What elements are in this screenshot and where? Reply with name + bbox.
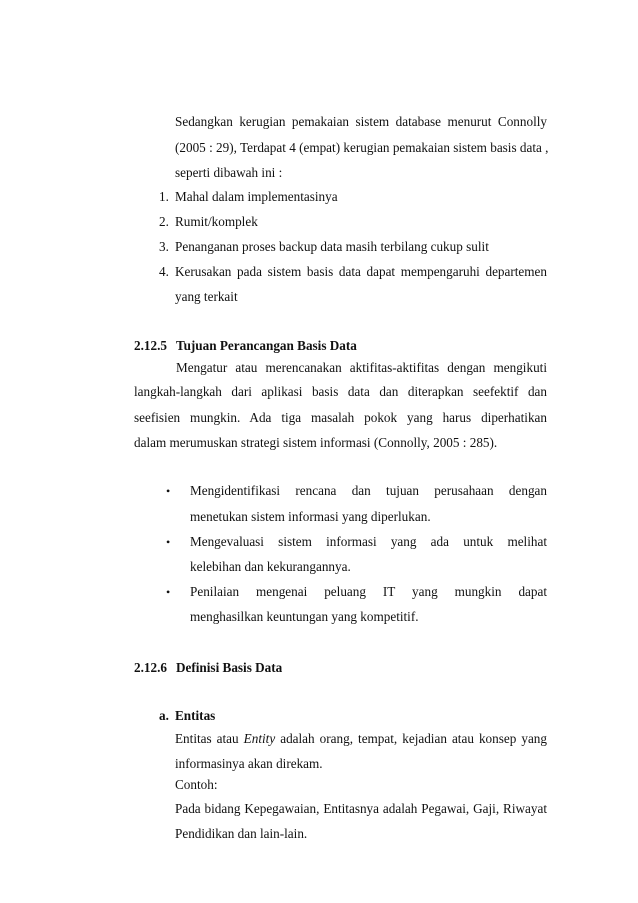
entitas-definition-cont: informasinya akan direkam. xyxy=(175,755,323,771)
para-line-1: Mengatur atau merencanakan aktifitas-aktifitas dengan mengikuti xyxy=(176,360,547,376)
list-number-2: 2. xyxy=(159,214,169,230)
def-rest: adalah orang, tempat, kejadian atau konsep yang xyxy=(275,730,547,746)
bullet-item-3: Penilaian mengenai peluang IT yang mungkin dapat xyxy=(190,584,547,600)
list-number-3: 3. xyxy=(159,238,169,254)
example-line-2: Pendidikan dan lain-lain. xyxy=(175,825,308,841)
list-number-4: 4. xyxy=(159,263,169,279)
example-line-1: Pada bidang Kepegawaian, Entitasnya adalah Pegawai, Gaji, Riwayat xyxy=(175,800,547,816)
bullet-item-2-cont: kelebihan dan kekurangannya. xyxy=(190,558,351,574)
list-number-1: 1. xyxy=(159,189,169,205)
section-title-2-12-5: Tujuan Perancangan Basis Data xyxy=(176,338,357,354)
para-line-2: langkah-langkah dari aplikasi basis data dan diterapkan seefektif dan xyxy=(134,384,547,400)
section-title-2-12-6: Definisi Basis Data xyxy=(176,659,283,675)
intro-line-3: seperti dibawah ini : xyxy=(175,164,283,180)
sub-title-entitas: Entitas xyxy=(175,708,216,724)
list-item-4-cont: yang terkait xyxy=(175,288,238,304)
section-number-2-12-6: 2.12.6 xyxy=(134,659,167,675)
entitas-definition xyxy=(175,731,547,747)
intro-line-1: Sedangkan kerugian pemakaian sistem database menurut Connolly xyxy=(175,113,547,129)
bullet-item-3-cont: menghasilkan keuntungan yang kompetitif. xyxy=(190,609,419,625)
sub-label-a: a. xyxy=(159,708,169,724)
bullet-item-1-cont: menetukan sistem informasi yang diperlukan. xyxy=(190,508,431,524)
def-start: Entitas atau xyxy=(175,730,244,746)
intro-line-2: (2005 : 29), Terdapat 4 (empat) kerugian pemakaian sistem basis data , xyxy=(175,139,549,155)
para-line-4: dalam merumuskan strategi sistem informasi (Connolly, 2005 : 285). xyxy=(134,434,498,450)
example-label: Contoh: xyxy=(175,776,218,792)
def-italic-entity: Entity xyxy=(243,730,276,746)
list-item-4: Kerusakan pada sistem basis data dapat mempengaruhi departemen xyxy=(175,263,547,279)
list-item-1: Mahal dalam implementasinya xyxy=(175,189,338,205)
section-number-2-12-5: 2.12.5 xyxy=(134,338,167,354)
para-line-3: seefisien mungkin. Ada tiga masalah pokok yang harus diperhatikan xyxy=(134,409,547,425)
bullet-item-2: Mengevaluasi sistem informasi yang ada untuk melihat xyxy=(190,533,547,549)
bullet-icon: • xyxy=(166,534,171,549)
bullet-item-1: Mengidentifikasi rencana dan tujuan perusahaan dengan xyxy=(190,483,547,499)
bullet-icon: • xyxy=(166,585,171,600)
list-item-3: Penanganan proses backup data masih terbilang cukup sulit xyxy=(175,238,489,254)
list-item-2: Rumit/komplek xyxy=(175,214,258,230)
bullet-icon: • xyxy=(166,484,171,499)
